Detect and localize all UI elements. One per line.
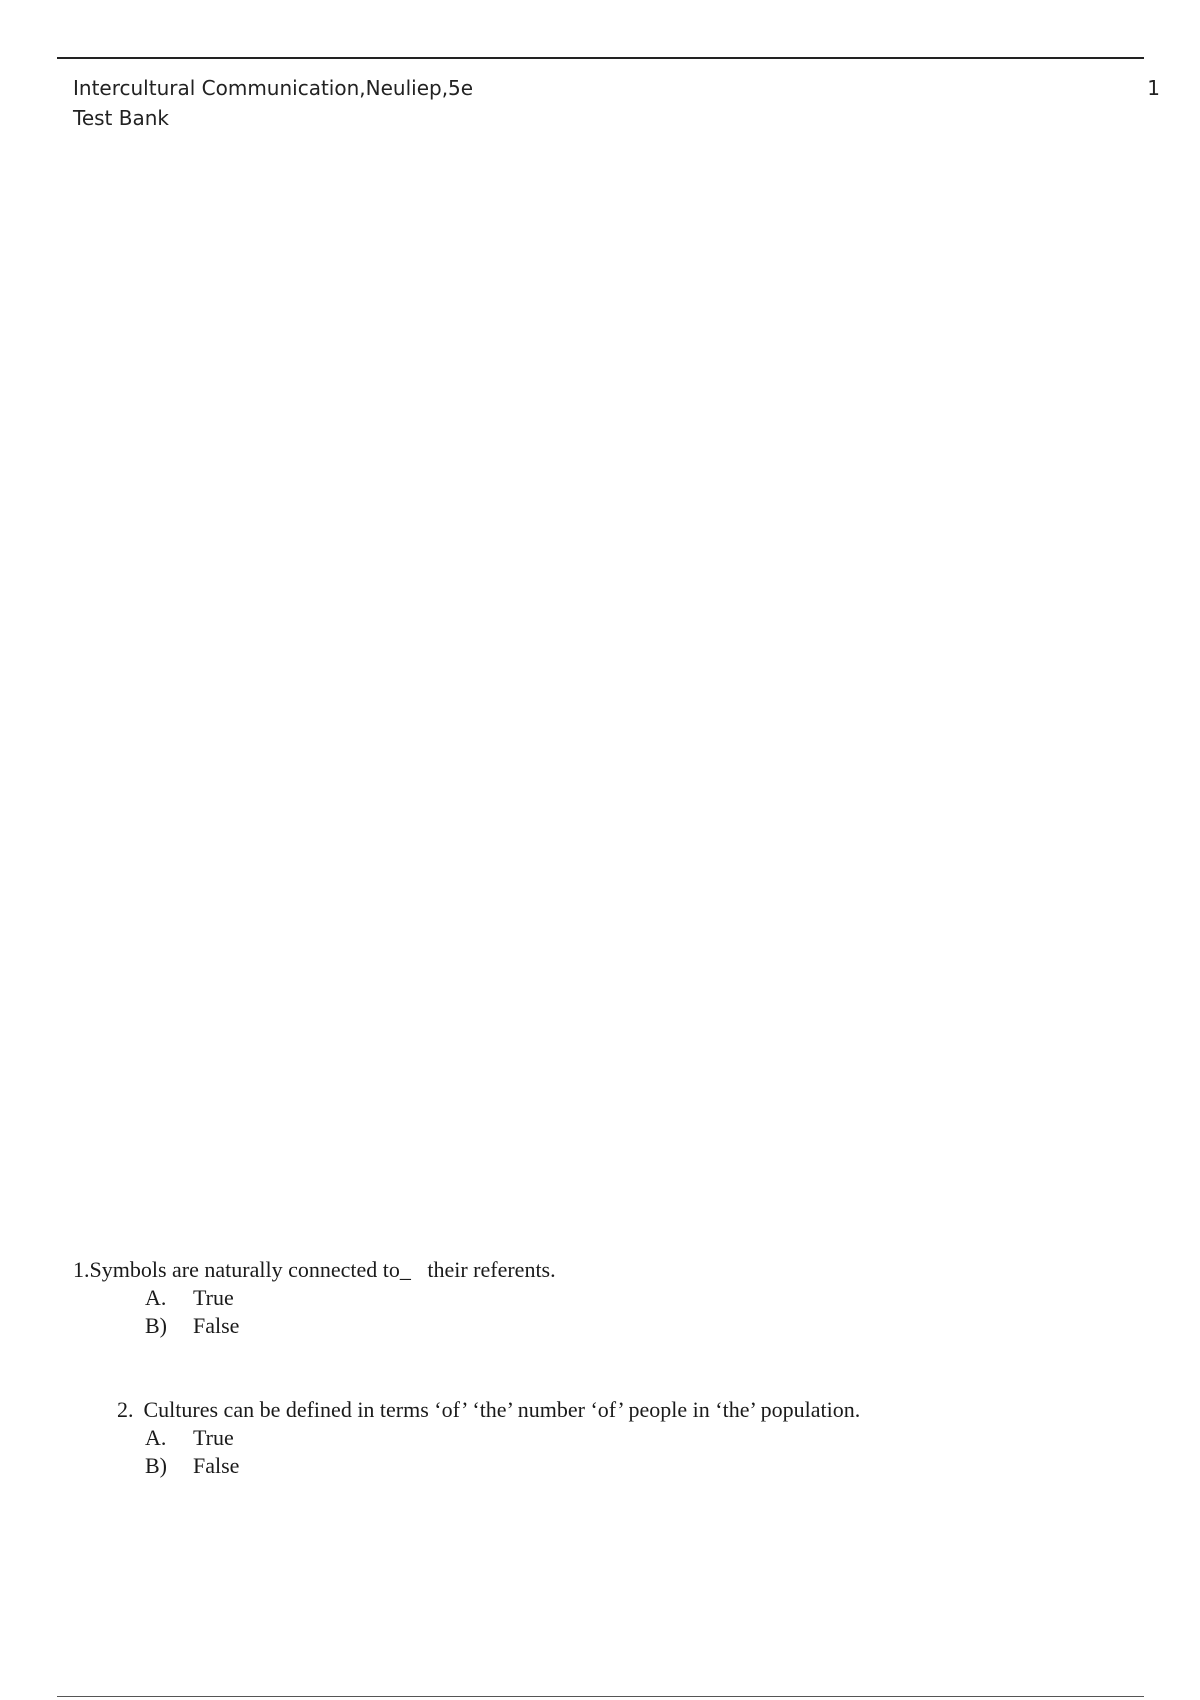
option-letter: B)	[145, 1313, 167, 1338]
option-letter: B)	[145, 1453, 167, 1478]
header-rule	[57, 57, 1144, 59]
question-stem: Cultures can be defined in terms ‘of’ ‘the’ number ‘of’ people in ‘the’ population.	[143, 1397, 861, 1422]
option-letter: A.	[145, 1285, 167, 1310]
option-text: False	[193, 1313, 240, 1338]
answer-options	[145, 1284, 556, 1340]
answer-option-b	[145, 1312, 556, 1340]
question-stem: 1.Symbols are naturally connected to_ their referents.	[73, 1257, 556, 1282]
answer-option-a	[145, 1284, 556, 1312]
footer-rule	[57, 1696, 1144, 1697]
option-letter: A.	[145, 1425, 167, 1450]
answer-option-b	[145, 1452, 860, 1480]
question-2	[117, 1396, 860, 1480]
answer-option-a	[145, 1424, 860, 1452]
answer-options	[145, 1424, 860, 1480]
question-1	[73, 1256, 556, 1340]
question-number: 2.	[117, 1397, 134, 1422]
question-stem-row	[117, 1396, 860, 1424]
option-text: True	[193, 1285, 234, 1310]
header-title: Intercultural Communication,Neuliep,5e	[73, 76, 474, 100]
option-text: False	[193, 1453, 240, 1478]
header-subtitle: Test Bank	[73, 106, 169, 130]
option-text: True	[193, 1425, 234, 1450]
page-number: 1	[1147, 76, 1160, 100]
